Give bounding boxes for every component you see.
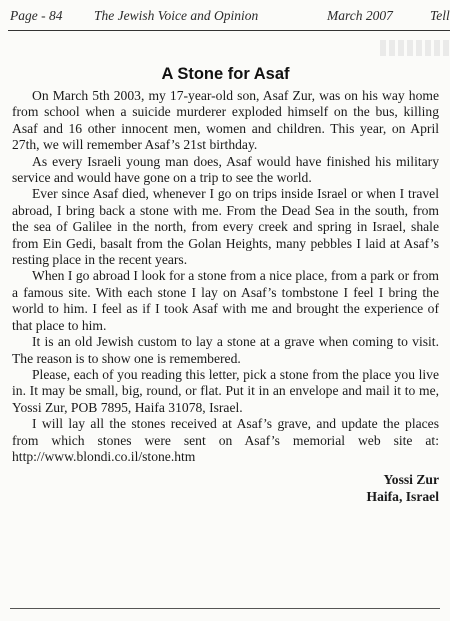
bleed-through-shadow	[380, 40, 450, 56]
signature	[12, 471, 439, 505]
cut-off-header-text: Tell	[430, 8, 450, 23]
article-paragraph-6: Please, each of you reading this letter, pick a stone from the place you live in. It may be small, big, round, or flat. Put it in an envelope and mail it to me, Yossi Zur, POB 7895, Haifa 31078, Israel.	[12, 366, 439, 415]
article-paragraph-3: Ever since Asaf died, whenever I go on trips inside Israel or when I travel abroad, I bring back a stone with me. From the Dead Sea in the south, from the sea of Galilee in the north, from every creek and spring in Israel, shale from Ein Gedi, basalt from the Golan Heights, many pebbles I laid at Asaf’s resting place in the recent years.	[12, 186, 439, 268]
article	[12, 64, 439, 505]
article-title: A Stone for Asaf	[161, 65, 290, 83]
article-paragraph-4: When I go abroad I look for a stone from a nice place, from a park or from a famous site. With each stone I lay on Asaf’s tombstone I feel I bring the world to him. I feel as if I took Asaf with me and brought the experience of that place to him.	[12, 268, 439, 333]
article-paragraph-1: On March 5th 2003, my 17-year-old son, Asaf Zur, was on his way home from school when a suicide murderer exploded himself on the bus, killing Asaf and 16 other innocent men, women and children. This year, on April 27th, we will remember Asaf’s 21st birthday.	[12, 88, 439, 153]
article-paragraph-2: As every Israeli young man does, Asaf would have finished his military service and would have gone on a trip to see the world.	[12, 153, 439, 186]
article-paragraph-5: It is an old Jewish custom to lay a stone at a grave when coming to visit. The reason is to show one is remembered.	[12, 334, 439, 366]
article-paragraph-7: I will lay all the stones received at Asaf’s grave, and update the places from which stones were sent on Asaf’s memorial web site at: http://www.blondi.co.il/stone.htm	[12, 416, 439, 464]
issue-date: March 2007	[327, 8, 393, 23]
publication-name: The Jewish Voice and Opinion	[94, 8, 259, 23]
header-rule	[8, 30, 450, 31]
signature-name: Yossi Zur	[383, 472, 439, 488]
page-header	[10, 8, 450, 28]
signature-location: Haifa, Israel	[366, 489, 439, 505]
bottom-rule	[10, 608, 440, 609]
page-number: Page - 84	[10, 8, 63, 23]
